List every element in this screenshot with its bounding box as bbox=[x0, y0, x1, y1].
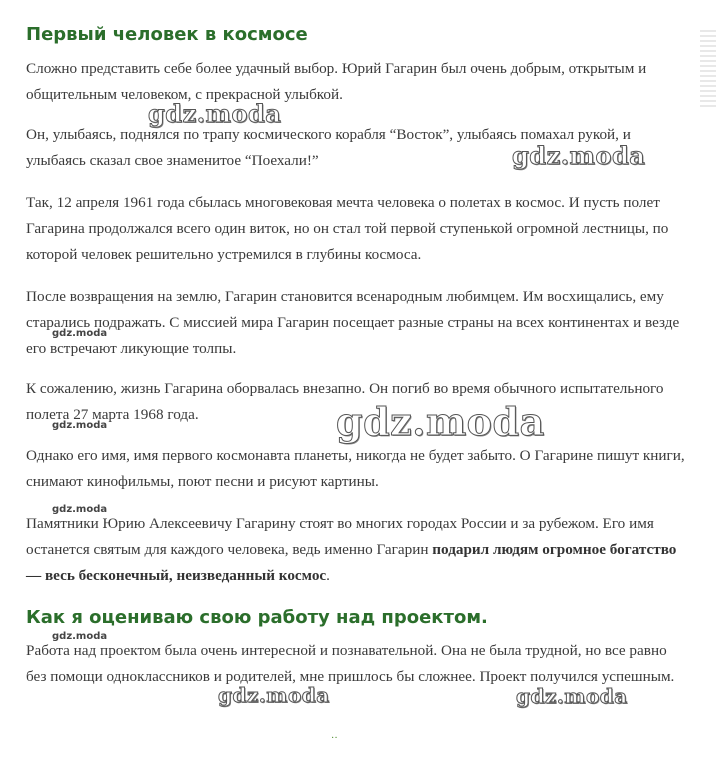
paragraph-7-text: Памятники Юрию Алексеевичу Гагарину стоят во многих городах России и за рубежом. Его имя останется святым для каждого человека, ведь именно Гагарин bbox=[26, 515, 654, 558]
watermark-logo-small: gdz.moda bbox=[52, 631, 108, 642]
watermark-logo: gdz.moda bbox=[336, 399, 545, 444]
watermark-logo-small: gdz.moda bbox=[52, 420, 108, 431]
section-title-project-evaluation: Как я оцениваю свою работу над проектом. bbox=[26, 607, 488, 628]
watermark-logo-small: gdz.moda bbox=[52, 504, 108, 515]
watermark-logo: gdz.moda bbox=[512, 141, 646, 170]
paragraph-5: К сожалению, жизнь Гагарина оборвалась внезапно. Он погиб во время обычного испытательного полета 27 марта 1968 года. bbox=[26, 380, 664, 423]
page-edge-decoration bbox=[700, 30, 716, 110]
decorative-mark: ·· bbox=[331, 733, 338, 744]
watermark-logo-small: gdz.moda bbox=[52, 328, 108, 339]
paragraph-6: Однако его имя, имя первого космонавта планеты, никогда не будет забыто. О Гагарине пишут книги, снимают кинофильмы, поют песни и рисуют картины. bbox=[26, 447, 685, 490]
paragraph-4: После возвращения на землю, Гагарин становится всенародным любимцем. Им восхищались, ему старались подражать. С миссией мира Гагарин посещает разные страны на всех континентах и везде его встречают ликующие толпы. bbox=[26, 288, 680, 357]
paragraph-evaluation: Работа над проектом была очень интересной и познавательной. Она не была трудной, но все равно без помощи одноклассников и родителей, мне пришлось бы сложнее. Проект получился успешным. bbox=[26, 642, 675, 685]
paragraph-2: Он, улыбаясь, поднялся по трапу космического корабля “Восток”, улыбаясь помахал рукой, и улыбаясь сказал свое знаменитое “Поехали!” bbox=[26, 126, 631, 169]
paragraph-7 bbox=[26, 511, 686, 589]
paragraph-7-bold-text: подарил людям огромное богатство — весь бесконечный, неизведанный космос bbox=[26, 541, 677, 584]
paragraph-7-end: . bbox=[326, 567, 330, 584]
watermark-logo: gdz.moda bbox=[516, 684, 628, 708]
watermark-logo: gdz.moda bbox=[148, 99, 282, 128]
section-title-first-man-in-space: Первый человек в космосе bbox=[26, 24, 308, 45]
paragraph-1: Сложно представить себе более удачный выбор. Юрий Гагарин был очень добрым, открытым и общительным человеком, с прекрасной улыбкой. bbox=[26, 60, 647, 103]
watermark-logo: gdz.moda bbox=[218, 683, 330, 707]
paragraph-3: Так, 12 апреля 1961 года сбылась многовековая мечта человека о полетах в космос. И пусть полет Гагарина продолжался всего один виток, но он стал той первой ступенькой огромной лестницы, по которой человек решительно устремился в глубины космоса. bbox=[26, 194, 669, 263]
